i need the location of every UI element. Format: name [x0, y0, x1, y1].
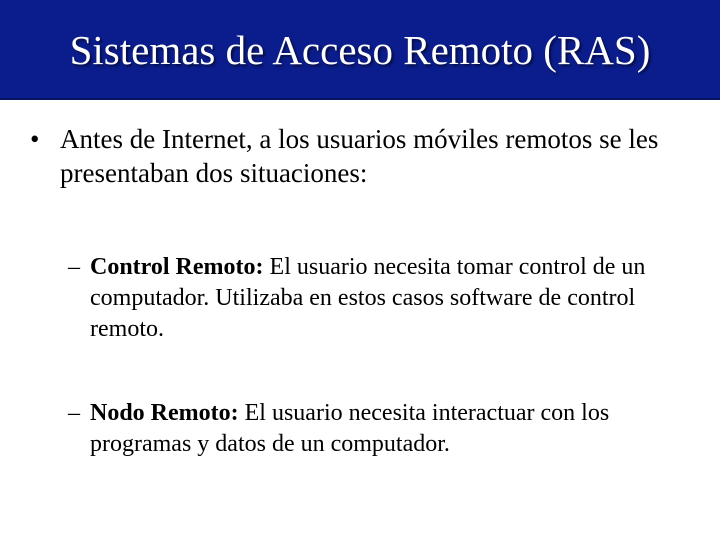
dash-icon: – [68, 400, 80, 426]
sub-bullet-control-remoto [68, 252, 698, 345]
sub-bullet-text [90, 252, 698, 345]
sub-bullet-nodo-remoto [68, 398, 698, 460]
bullet-icon: • [30, 124, 40, 154]
sub-bullet-term: Nodo Remoto: [90, 400, 239, 426]
sub-bullet-description: El usuario necesita tomar control de un computador. Utilizaba en estos casos software de control remoto. [90, 254, 646, 342]
sub-bullet-description: El usuario necesita interactuar con los programas y datos de un computador. [90, 400, 610, 457]
main-bullet-text: Antes de Internet, a los usuarios móviles remotos se les presentaban dos situaciones: [60, 124, 659, 188]
sub-bullet-text [90, 398, 698, 460]
main-bullet [30, 122, 710, 190]
slide-title: Sistemas de Acceso Remoto (RAS) [69, 27, 651, 73]
dash-icon: – [68, 254, 80, 280]
sub-bullet-term: Control Remoto: [90, 254, 264, 280]
